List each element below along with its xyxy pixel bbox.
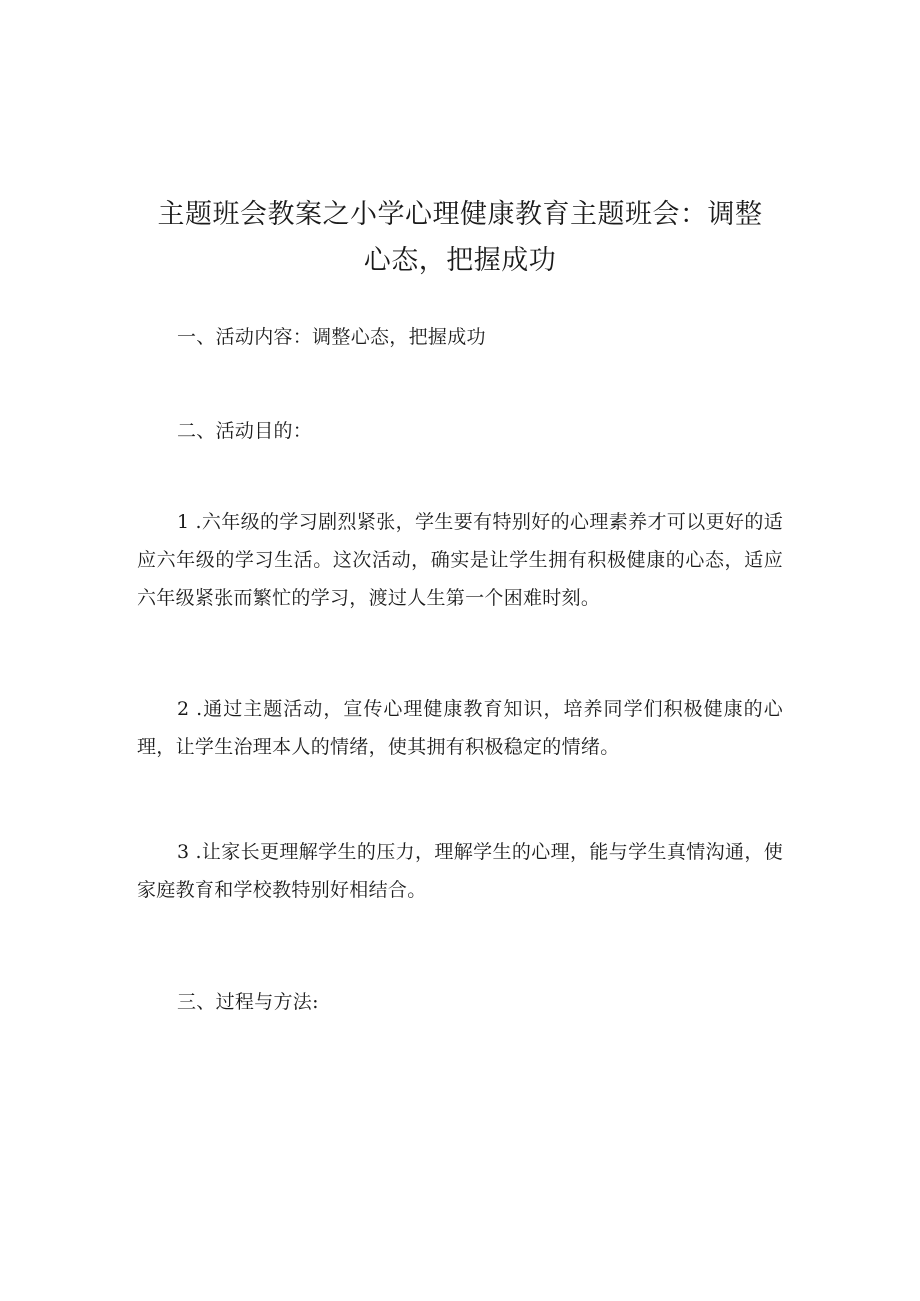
purpose-number: 3: [177, 841, 190, 863]
purpose-item-3: [137, 833, 783, 909]
section-heading-purpose: 二、活动目的：: [177, 420, 313, 442]
section-heading-content: 一、活动内容：调整心态，把握成功: [177, 326, 486, 348]
section-heading-process: 三、过程与方法:: [177, 991, 319, 1013]
purpose-number: 1: [177, 511, 190, 533]
purpose-text: .六年级的学习剧烈紧张，学生要有特别好的心理素养才可以更好的适应六年级的学习生活。这次活动，确实是让学生拥有积极健康的心态，适应六年级紧张而繁忙的学习，渡过人生第一个困难时刻。: [137, 511, 784, 609]
document-title: 主题班会教案之小学心理健康教育主题班会：调整心态，把握成功: [157, 199, 763, 276]
purpose-number: 2: [177, 698, 190, 720]
purpose-text: .让家长更理解学生的压力，理解学生的心理，能与学生真情沟通，使家庭教育和学校教特别好相结合。: [137, 841, 784, 901]
purpose-item-1: [137, 503, 783, 617]
purpose-item-2: [137, 690, 783, 766]
purpose-text: .通过主题活动，宣传心理健康教育知识，培养同学们积极健康的心理，让学生治理本人的情绪，使其拥有积极稳定的情绪。: [137, 698, 783, 758]
